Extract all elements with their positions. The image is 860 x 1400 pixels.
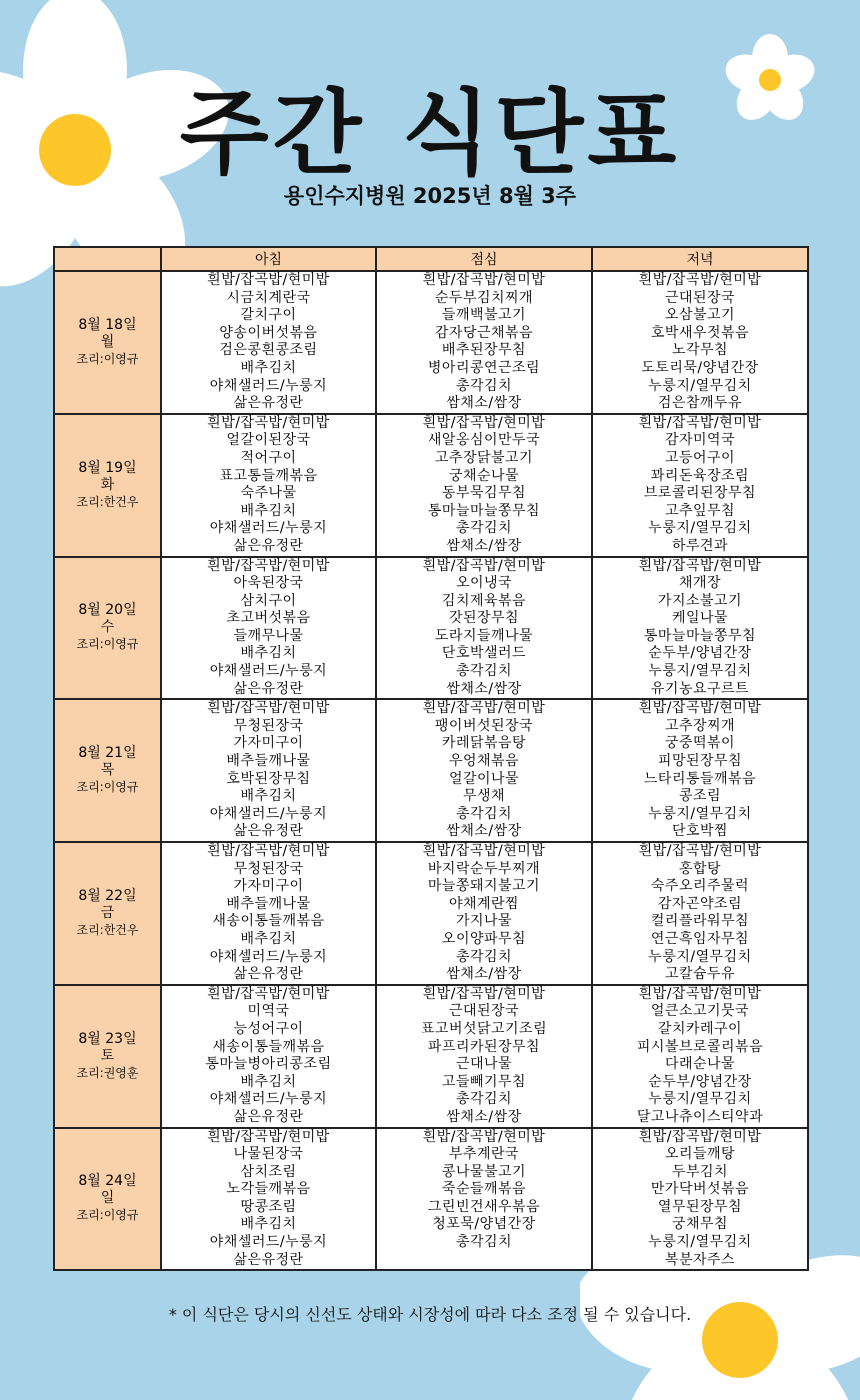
menu-item: 삶은유정란 [233, 537, 304, 554]
day-date: 8월 21일 [78, 745, 137, 762]
menu-item: 삶은유정란 [233, 395, 304, 412]
menu-item: 얼갈이된장국 [226, 432, 311, 449]
menu-item: 들깨무나물 [233, 627, 304, 644]
menu-item: 총각김치 [455, 805, 513, 822]
menu-item: 흰밥/잡곡밥/현미밥 [207, 985, 330, 1002]
menu-item: 얼갈이나물 [448, 770, 520, 787]
menu-item: 야채셀러드/누룽지 [209, 1234, 328, 1251]
lunch-cell [376, 271, 592, 414]
menu-item: 청포묵/양념간장 [432, 1216, 536, 1233]
menu-item: 누룽지/열무김치 [648, 805, 752, 822]
header-dinner: 저녁 [592, 247, 808, 271]
day-cell [54, 271, 161, 414]
day-weekday: 토 [100, 1047, 115, 1064]
menu-item: 팽이버섯된장국 [434, 717, 534, 734]
menu-item: 가지소불고기 [657, 592, 743, 609]
menu-item: 야채샐러드/누룽지 [209, 663, 328, 680]
menu-item: 호박새우젓볶음 [650, 324, 750, 341]
menu-item: 쌈채소/쌈장 [446, 1108, 522, 1125]
table-row [54, 699, 808, 842]
menu-item: 흰밥/잡곡밥/현미밥 [422, 985, 546, 1002]
dinner-cell [592, 985, 808, 1128]
menu-item: 흰밥/잡곡밥/현미밥 [638, 985, 762, 1002]
menu-item: 야채샐러드/누룽지 [209, 377, 328, 394]
page-title: 주간 식단표 [179, 80, 681, 187]
day-date: 8월 20일 [78, 602, 137, 619]
menu-item: 연근흑임자무침 [650, 930, 750, 947]
breakfast-cell [161, 557, 376, 700]
menu-item: 야채셀러드/누룽지 [209, 1091, 328, 1108]
lunch-cell [376, 985, 592, 1128]
header-lunch: 점심 [376, 247, 592, 271]
menu-item: 순두부/양념간장 [648, 1073, 752, 1090]
menu-item: 고등어구이 [664, 449, 736, 466]
menu-item: 감자당근채볶음 [434, 324, 534, 341]
menu-item: 고칼슘두유 [664, 966, 736, 983]
menu-item: 무청된장국 [233, 860, 304, 877]
menu-item: 초고버섯볶음 [226, 610, 311, 627]
day-cell [54, 699, 161, 842]
breakfast-cell [161, 414, 376, 557]
day-cook: 조리:권영훈 [76, 1065, 139, 1080]
day-cell [54, 985, 161, 1128]
menu-item: 두부김치 [671, 1163, 729, 1180]
menu-table-body [54, 271, 808, 1270]
menu-item: 호박된장무침 [226, 770, 311, 787]
menu-item: 배추김치 [240, 930, 297, 947]
dinner-cell [592, 271, 808, 414]
menu-item: 케일나물 [671, 610, 729, 627]
menu-item: 동부묵김무침 [441, 485, 527, 502]
menu-item: 나물된장국 [233, 1146, 304, 1163]
page-subtitle: 용인수지병원 2025년 8월 3주 [283, 184, 577, 208]
menu-item: 누룽지/열무김치 [648, 663, 752, 680]
menu-item: 검은참깨두유 [657, 395, 743, 412]
menu-item: 가지나물 [455, 913, 513, 930]
menu-item: 검은콩흰콩조림 [219, 342, 318, 359]
menu-item: 배추김치 [240, 645, 297, 662]
menu-item: 가자미구이 [233, 735, 304, 752]
breakfast-cell [161, 271, 376, 414]
menu-item: 꽈리돈육장조림 [650, 467, 750, 484]
day-date: 8월 24일 [78, 1173, 137, 1190]
menu-item: 궁중떡볶이 [664, 735, 736, 752]
menu-item: 흰밥/잡곡밥/현미밥 [638, 1128, 762, 1145]
menu-item: 배추김치 [240, 502, 297, 519]
day-cook: 조리:한건우 [76, 494, 139, 509]
breakfast-cell [161, 1128, 376, 1271]
menu-item: 부추계란국 [448, 1146, 520, 1163]
menu-item: 무생채 [462, 788, 506, 805]
menu-item: 흰밥/잡곡밥/현미밥 [422, 1128, 546, 1145]
menu-item: 복분자주스 [664, 1251, 736, 1268]
menu-item: 쌈채소/쌈장 [446, 680, 522, 697]
menu-item: 쌈채소/쌈장 [446, 823, 522, 840]
dinner-cell [592, 842, 808, 985]
menu-item: 쌈채소/쌈장 [446, 395, 522, 412]
menu-item: 흰밥/잡곡밥/현미밥 [207, 557, 330, 574]
menu-item: 무청된장국 [233, 717, 304, 734]
menu-item: 삶은유정란 [233, 1251, 304, 1268]
menu-item: 다래순나물 [664, 1056, 736, 1073]
menu-item: 표고버섯닭고기조림 [420, 1020, 548, 1037]
menu-item: 바지락순두부찌개 [427, 860, 541, 877]
header-breakfast: 아침 [161, 247, 376, 271]
menu-item: 통마늘마늘쫑무침 [643, 627, 757, 644]
menu-item: 궁채무침 [671, 1216, 729, 1233]
menu-item: 누룽지/열무김치 [648, 948, 752, 965]
menu-item: 유기농요구르트 [650, 680, 750, 697]
menu-item: 갈치카레구이 [657, 1020, 743, 1037]
table-row [54, 985, 808, 1128]
menu-item: 홍합탕 [678, 860, 722, 877]
menu-item: 흰밥/잡곡밥/현미밥 [207, 272, 330, 288]
dinner-cell [592, 1128, 808, 1271]
table-row [54, 842, 808, 985]
menu-item: 쌈채소/쌈장 [446, 537, 522, 554]
menu-item: 브로콜리된장무침 [643, 485, 757, 502]
menu-item: 컬리플라워무침 [650, 913, 750, 930]
menu-item: 오삼불고기 [664, 307, 736, 324]
menu-item: 노각무침 [671, 342, 729, 359]
menu-item: 총각김치 [455, 520, 513, 537]
day-weekday: 금 [100, 904, 115, 921]
menu-item: 병아리콩연근조림 [427, 359, 541, 376]
table-row [54, 414, 808, 557]
lunch-cell [376, 842, 592, 985]
menu-item: 죽순들깨볶음 [441, 1181, 527, 1198]
menu-item: 하루견과 [671, 537, 729, 554]
menu-item: 흰밥/잡곡밥/현미밥 [638, 414, 762, 431]
menu-item: 열무된장무침 [657, 1198, 743, 1215]
day-weekday: 수 [100, 619, 115, 636]
menu-item: 감자곤약조림 [657, 895, 743, 912]
menu-item: 야채계란찜 [448, 895, 520, 912]
menu-table [53, 246, 809, 1271]
menu-item: 적어구이 [240, 449, 297, 466]
menu-item: 새송이통들깨볶음 [212, 1038, 325, 1055]
menu-item: 배추된장무침 [441, 342, 527, 359]
menu-item: 김치제육볶음 [441, 592, 527, 609]
day-cell [54, 1128, 161, 1271]
table-row [54, 271, 808, 414]
menu-item: 총각김치 [455, 377, 513, 394]
menu-item: 미역국 [247, 1003, 290, 1020]
menu-item: 흰밥/잡곡밥/현미밥 [207, 414, 330, 431]
menu-item: 감자미역국 [664, 432, 736, 449]
menu-item: 양송이버섯볶음 [219, 324, 318, 341]
day-weekday: 일 [100, 1190, 115, 1207]
menu-item: 삼치조림 [240, 1163, 297, 1180]
menu-item: 배추김치 [240, 1216, 297, 1233]
breakfast-cell [161, 985, 376, 1128]
menu-item: 삶은유정란 [233, 966, 304, 983]
menu-item: 만가닥버섯볶음 [650, 1181, 750, 1198]
menu-item: 고추장닭불고기 [434, 449, 534, 466]
table-header-row [54, 247, 808, 271]
dinner-cell [592, 414, 808, 557]
menu-item: 가자미구이 [233, 878, 304, 895]
menu-item: 오리들깨탕 [664, 1146, 736, 1163]
lunch-cell [376, 557, 592, 700]
menu-item: 흰밥/잡곡밥/현미밥 [638, 272, 762, 288]
menu-item: 총각김치 [455, 1234, 513, 1251]
day-date: 8월 19일 [78, 459, 137, 476]
menu-item: 마늘쫑돼지불고기 [427, 878, 541, 895]
menu-item: 총각김치 [455, 948, 513, 965]
menu-item: 피시볼브로콜리볶음 [636, 1038, 764, 1055]
menu-item: 야채샐러드/누룽지 [209, 805, 328, 822]
menu-item: 삶은유정란 [233, 1108, 304, 1125]
table-row [54, 1128, 808, 1271]
menu-item: 갈치구이 [240, 307, 297, 324]
menu-item: 흰밥/잡곡밥/현미밥 [638, 700, 762, 717]
menu-item: 흰밥/잡곡밥/현미밥 [422, 272, 546, 288]
menu-item: 땅콩조림 [240, 1198, 297, 1215]
menu-item: 흰밥/잡곡밥/현미밥 [422, 414, 546, 431]
menu-item: 새알옹심이만두국 [427, 432, 541, 449]
menu-item: 노각들깨볶음 [226, 1181, 311, 1198]
menu-item: 누룽지/열무김치 [648, 1234, 752, 1251]
day-date: 8월 18일 [78, 316, 137, 333]
menu-item: 누룽지/열무김치 [648, 377, 752, 394]
menu-item: 배추김치 [240, 359, 297, 376]
menu-item: 흰밥/잡곡밥/현미밥 [207, 1128, 330, 1145]
lunch-cell [376, 699, 592, 842]
day-date: 8월 22일 [78, 887, 137, 904]
menu-item: 흰밥/잡곡밥/현미밥 [422, 557, 546, 574]
day-weekday: 화 [100, 476, 115, 493]
menu-item: 흰밥/잡곡밥/현미밥 [207, 843, 330, 859]
menu-item: 삶은유정란 [233, 823, 304, 840]
menu-item: 들깨백불고기 [441, 307, 527, 324]
day-cook: 조리:이영규 [76, 1208, 139, 1223]
menu-item: 배추들깨나물 [226, 895, 311, 912]
menu-item: 능성어구이 [233, 1020, 304, 1037]
menu-item: 콩조림 [678, 788, 722, 805]
menu-item: 배추김치 [240, 1073, 297, 1090]
menu-item: 카레닭볶음탕 [441, 735, 527, 752]
menu-item: 고추장찌개 [664, 717, 736, 734]
day-cook: 조리:이영규 [76, 780, 139, 795]
menu-item: 흰밥/잡곡밥/현미밥 [638, 843, 762, 859]
menu-item: 콩나물불고기 [441, 1163, 527, 1180]
day-cell [54, 842, 161, 985]
dinner-cell [592, 699, 808, 842]
menu-item: 숙주오리주물럭 [650, 878, 750, 895]
menu-item: 근대된장국 [448, 1003, 520, 1020]
menu-item: 도라지들깨나물 [434, 627, 534, 644]
menu-item: 총각김치 [455, 663, 513, 680]
dinner-cell [592, 557, 808, 700]
day-date: 8월 23일 [78, 1030, 137, 1047]
menu-item: 누룽지/열무김치 [648, 520, 752, 537]
menu-item: 아욱된장국 [233, 575, 304, 592]
menu-item: 통마늘병아리콩조림 [205, 1056, 332, 1073]
menu-item: 우엉채볶음 [448, 753, 520, 770]
lunch-cell [376, 414, 592, 557]
menu-item: 야채샐러드/누룽지 [209, 520, 328, 537]
header-corner-cell [54, 247, 161, 271]
menu-item: 삶은유정란 [233, 680, 304, 697]
footnote: * 이 식단은 당시의 신선도 상태와 시장성에 따라 다소 조정 될 수 있습니다. [168, 1305, 692, 1324]
menu-item: 도토리묵/양념간장 [641, 359, 759, 376]
menu-item: 달고나츄이스티약과 [636, 1108, 764, 1125]
menu-item: 배추김치 [240, 788, 297, 805]
menu-item: 흰밥/잡곡밥/현미밥 [638, 557, 762, 574]
menu-item: 고추잎무침 [664, 502, 736, 519]
menu-item: 피망된장무침 [657, 753, 743, 770]
menu-item: 배추들깨나물 [226, 753, 311, 770]
day-cook: 조리:이영규 [76, 637, 139, 652]
menu-item: 흰밥/잡곡밥/현미밥 [422, 843, 546, 859]
menu-item: 근대나물 [455, 1056, 513, 1073]
menu-item: 오이양파무침 [441, 930, 527, 947]
lunch-cell [376, 1128, 592, 1271]
menu-item: 쌈채소/쌈장 [446, 966, 522, 983]
menu-item: 숙주나물 [240, 485, 297, 502]
menu-item: 흰밥/잡곡밥/현미밥 [207, 700, 330, 717]
menu-item: 채개장 [678, 575, 722, 592]
menu-item: 새송이통들깨볶음 [212, 913, 325, 930]
day-cell [54, 557, 161, 700]
menu-item: 갓된장무침 [448, 610, 520, 627]
menu-item: 그린빈건새우볶음 [427, 1198, 541, 1215]
menu-item: 표고통들깨볶음 [219, 467, 318, 484]
day-cell [54, 414, 161, 557]
breakfast-cell [161, 842, 376, 985]
menu-item: 고들빼기무침 [441, 1073, 527, 1090]
menu-item: 근대된장국 [664, 289, 736, 306]
menu-item: 시금치계란국 [226, 289, 311, 306]
breakfast-cell [161, 699, 376, 842]
menu-item: 얼큰소고기뭇국 [650, 1003, 750, 1020]
menu-item: 느타리통들깨볶음 [643, 770, 757, 787]
menu-item: 오이냉국 [455, 575, 513, 592]
menu-item: 파프리카된장무침 [427, 1038, 541, 1055]
menu-item: 통마늘마늘쫑무침 [427, 502, 541, 519]
table-row [54, 557, 808, 700]
menu-item: 총각김치 [455, 1091, 513, 1108]
menu-item: 삼치구이 [240, 592, 297, 609]
menu-item: 궁채순나물 [448, 467, 520, 484]
menu-item: 순두부/양념간장 [648, 645, 752, 662]
menu-item: 흰밥/잡곡밥/현미밥 [422, 700, 546, 717]
menu-item: 누룽지/열무김치 [648, 1091, 752, 1108]
day-cook: 조리:한건우 [76, 922, 139, 937]
menu-item: 단호박샐러드 [441, 645, 527, 662]
menu-item: 순두부김치찌개 [434, 289, 534, 306]
day-weekday: 목 [100, 762, 115, 779]
menu-item: 야채셀러드/누룽지 [209, 948, 328, 965]
menu-item: 단호박찜 [671, 823, 729, 840]
day-cook: 조리:이영규 [76, 351, 139, 366]
day-weekday: 월 [100, 333, 115, 350]
